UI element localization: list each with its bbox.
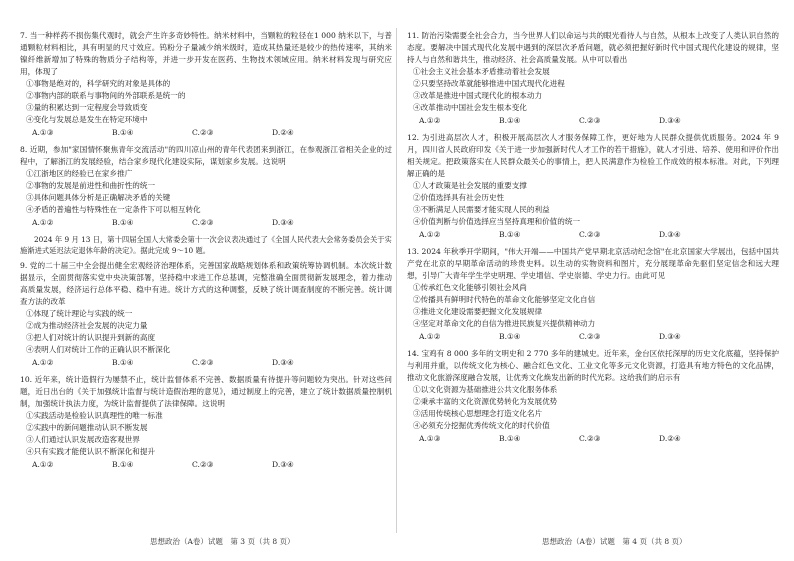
left-page-column — [20, 30, 392, 530]
option: ③改革是推进中国式现代化的根本动力 — [413, 91, 543, 100]
option: ③人们通过认识发展改造客观世界 — [26, 435, 140, 444]
option: ④必须充分挖掘优秀传统文化的时代价值 — [413, 421, 550, 430]
answer-choices — [32, 127, 392, 139]
choice-c: C.②③ — [192, 218, 214, 227]
choice-c: C.②③ — [192, 128, 214, 137]
option: ①实践活动是检验认识真理性的唯一标准 — [26, 411, 163, 420]
choice-c: C.②③ — [192, 460, 214, 469]
choice-b: B.①④ — [112, 218, 134, 227]
choice-d: D.③④ — [272, 358, 294, 367]
page-footer-right: 思想政治（A卷）试题 第 4 页（共 8 页） — [542, 537, 687, 546]
question-8 — [20, 144, 392, 229]
question-14 — [407, 348, 779, 445]
option: ④坚定对革命文化的自信为推进民族复兴提供精神动力 — [413, 319, 596, 328]
option: ③把人们对统计的认识提升到新的高度 — [26, 333, 156, 342]
question-stem: 7. 当一种样药不损伤集代观时，就会产生许多奇妙特性。纳米材料中，当颗粒的粒径在1 000 纳米以下，与普通颗粒材料相比，具有明显的尺寸效应。钨粉分子量减少纳米级时，造成其热量还是较少的热传速率，其纳米镍纤维新增加了特殊的物质分子结构等，并进一步开发在医药、生物技术领域应用。纳米材料发现与研究应用，体现了 — [20, 31, 392, 76]
answer-choices — [419, 433, 779, 445]
option: ④变化与发展总是发生在特定环境中 — [26, 115, 148, 124]
question-stem: 13. 2024 年秋季开学期间，"伟大开端——中国共产党早期北京活动纪念馆"在北京国家大学展出，包括中国共产党在北京的早期革命活动的珍贵史料。以生动的实物资料和图片，充分展现革命先驱们坚定信念和远大理想，引导广大青年学生学史明理、学史增信、学史崇德、学史力行。由此可见 — [407, 247, 779, 280]
option: ③具体问题具体分析是正确解决矛盾的关键 — [26, 193, 171, 202]
answer-choices — [419, 115, 779, 127]
option: ④改革推动中国社会发生根本变化 — [413, 103, 527, 112]
question-stem: 10. 近年来，统计造假行为屡禁不止，统计监督体系不完善、数据质量有待提升等问题较为突出。针对这些问题，近日出台的《关于加强统计监督与统计造假治理的意见》，通过制度上的完善，建立了统计数据质量控制机制，加强统计执法力度，为统计监督提供了法律保障。这说明 — [20, 375, 392, 408]
answer-choices — [419, 331, 779, 343]
choice-d: D.③④ — [659, 230, 681, 239]
choice-c: C.②③ — [579, 116, 601, 125]
option: ③不断满足人民需要才能实现人民的利益 — [413, 205, 550, 214]
choice-d: D.②④ — [659, 434, 681, 443]
reading-note: 2024 年 9 月 13 日，第十四届全国人大常委会第十一次会议表决通过了《全国人民代表大会常务委员会关于实施渐进式延迟法定退休年龄的决定》。据此完成 9～10 题。 — [20, 235, 392, 255]
choice-a: A.①② — [419, 230, 441, 239]
choice-a: A.①② — [32, 358, 54, 367]
option: ②只要坚持改革就能够推进中国式现代化进程 — [413, 79, 565, 88]
question-13 — [407, 246, 779, 343]
question-stem: 9. 党的二十届三中全会提出健全宏观经济治理体系，完善国家战略规划体系和政策统筹协调机制。本次统计数据显示，全面贯彻落实党中央决策部署，坚持稳中求进工作总基调，完整准确全面贯彻新发展理念，着力推动高质量发展，经济运行总体平稳、稳中有进。统计方式的这种调整，反映了统计调查制度的不断完善。统计调查方法的改革 — [20, 261, 392, 306]
option: ①传承红色文化能够引领社会风尚 — [413, 283, 527, 292]
option: ①事物是绝对的，科学研究的对象是具体的 — [26, 79, 171, 88]
choice-c: C.②③ — [192, 358, 214, 367]
choice-d: D.③④ — [659, 116, 681, 125]
option: ①社会主义社会基本矛盾推动着社会发展 — [413, 67, 550, 76]
choice-a: A.①② — [32, 460, 54, 469]
answer-choices — [32, 217, 392, 229]
page-divider — [396, 28, 397, 533]
choice-d: D.③④ — [272, 460, 294, 469]
question-stem: 12. 为引进高层次人才，积极开展高层次人才服务保障工作，更好地为人民群众提供优质服务。2024 年 9 月，四川省人民政府印发《关于进一步加强新时代人才工作的若干措施》，就人才引进、培养、使用和评价作出相关规定。把政策落实在人民群众最关心的事情上，把人民满意作为检验工作成效的根本标准。对此，下列理解正确的是 — [407, 133, 779, 178]
choice-b: B.①④ — [499, 434, 521, 443]
question-10 — [20, 374, 392, 471]
choice-d: D.②④ — [272, 128, 294, 137]
option: ④矛盾的普遍性与特殊性在一定条件下可以相互转化 — [26, 205, 201, 214]
answer-choices — [32, 459, 392, 471]
choice-a: A.①③ — [32, 128, 54, 137]
choice-b: B.①④ — [112, 128, 134, 137]
option: ①江浙地区的经验已在家乡推广 — [26, 169, 133, 178]
choice-a: A.①③ — [419, 434, 441, 443]
choice-b: B.①④ — [499, 332, 521, 341]
answer-choices — [419, 229, 779, 241]
question-12 — [407, 132, 779, 241]
option: ①人才政策是社会发展的重要支撑 — [413, 181, 527, 190]
choice-b: B.①④ — [499, 230, 521, 239]
choice-a: A.①② — [419, 332, 441, 341]
option: ②事物的发展是前进性和曲折性的统一 — [26, 181, 156, 190]
option: ③推进文化建设需要把握文化发展规律 — [413, 307, 543, 316]
question-11 — [407, 30, 779, 127]
choice-c: C.②③ — [579, 230, 601, 239]
question-9 — [20, 260, 392, 369]
option: ①体现了统计理论与实践的统一 — [26, 309, 133, 318]
option: ②秉承丰富的文化资源优势转化为发展优势 — [413, 397, 558, 406]
choice-b: B.①④ — [499, 116, 521, 125]
option: ②事物内部的联系与事物间的外部联系是统一的 — [26, 91, 186, 100]
right-page-column — [407, 30, 779, 530]
choice-d: D.③④ — [659, 332, 681, 341]
choice-b: B.①④ — [112, 358, 134, 367]
question-stem: 11. 防治污染需要全社会合力，当今世界人们以命运与共的眼光看待人与自然，从根本上改变了人类认识自然的态度。要解决中国式现代化发展中遇到的深层次矛盾问题，就必须把握好新时代中国式现代化建设的规律，坚持人与自然和谐共生，推动经济、社会高质量发展。从中可以看出 — [407, 31, 779, 64]
choice-a: A.①② — [32, 218, 54, 227]
option: ②成为推动经济社会发展的决定力量 — [26, 321, 148, 330]
option: ②价值选择具有社会历史性 — [413, 193, 505, 202]
question-stem: 14. 宝鸡有 8 000 多年的文明史和 2 770 多年的建城史。近年来，金台区依托深厚的历史文化底蕴，坚持保护与利用并重，以传统文化为核心、融合红色文化、工业文化等多元文化资源，打造具有地方特色的文化品牌，推动文化旅游深度融合发展，让优秀文化焕发出新的时代光彩。这给我们的启示有 — [407, 349, 779, 382]
question-7 — [20, 30, 392, 139]
choice-d: D.③④ — [272, 218, 294, 227]
option: ④价值判断与价值选择应当坚持真理和价值的统一 — [413, 217, 581, 226]
page-footer-left: 思想政治（A卷）试题 第 3 页（共 8 页） — [150, 537, 295, 546]
option: ①以文化资源为基础推进公共文化服务体系 — [413, 385, 558, 394]
option: ②实践中的新问题推动认识不断发展 — [26, 423, 148, 432]
choice-a: A.①② — [419, 116, 441, 125]
option: ②传播具有鲜明时代特色的革命文化能够坚定文化自信 — [413, 295, 596, 304]
option: ③量的积累达到一定程度会导致质变 — [26, 103, 148, 112]
choice-b: B.①④ — [112, 460, 134, 469]
option: ④表明人们对统计工作的正确认识不断深化 — [26, 345, 171, 354]
question-stem: 8. 近期，参加"家国情怀聚焦青年交流活动"的四川凉山州的青年代表团来到浙江，在参观浙江省相关企业的过程中，了解浙江的发展经验，结合家乡现代化建设实际，谋划家乡发展。这说明 — [20, 145, 392, 166]
answer-choices — [32, 357, 392, 369]
choice-c: C.②③ — [579, 434, 601, 443]
option: ③活用传统核心思想理念打造文化名片 — [413, 409, 543, 418]
choice-c: C.②③ — [579, 332, 601, 341]
option: ④只有实践才能使认识不断深化和提升 — [26, 447, 156, 456]
